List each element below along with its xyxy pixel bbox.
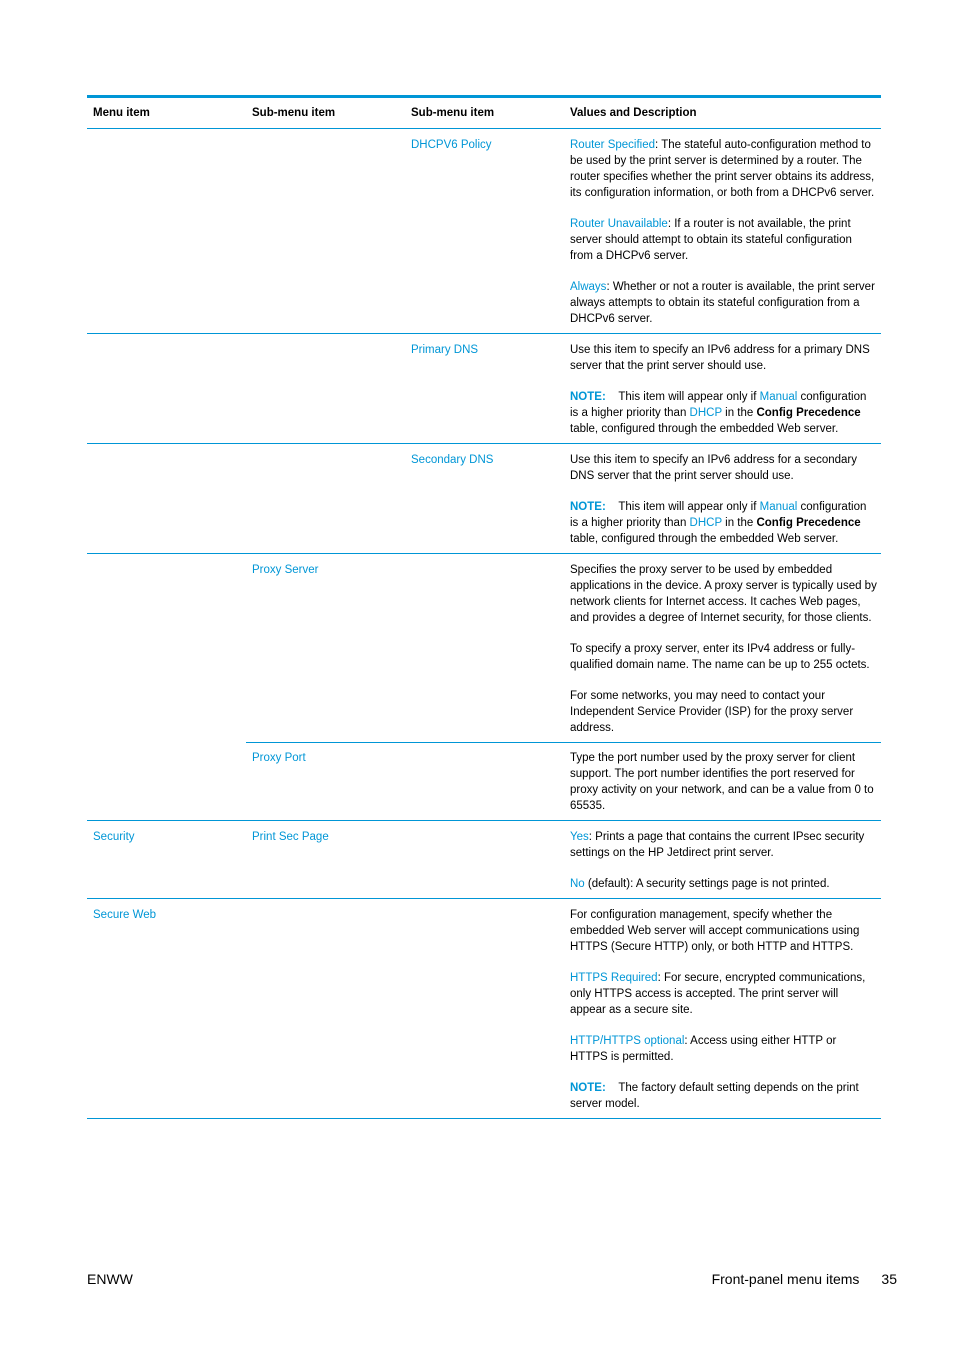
description-paragraph: Use this item to specify an IPv6 address for a secondary DNS server that the print server should use. bbox=[570, 454, 857, 482]
table-row-security bbox=[87, 821, 881, 899]
description-cell bbox=[564, 821, 881, 898]
footer-section-title: Front-panel menu items bbox=[711, 1271, 860, 1287]
note-text: This item will appear only if bbox=[618, 391, 760, 403]
menu-items-table bbox=[87, 95, 881, 1119]
description-text: : If a router is not available, the print server should attempt to obtain its stateful configuration from a DHCPv6 server. bbox=[570, 218, 852, 262]
table-header bbox=[87, 98, 881, 129]
dhcpv6-policy-link[interactable]: DHCPV6 Policy bbox=[411, 139, 492, 151]
sub1-cell bbox=[246, 334, 405, 443]
description-paragraph: For configuration management, specify whether the embedded Web server will accept communications using HTTPS (Secure HTTP) only, or both HTTP and HTTPS. bbox=[570, 909, 860, 953]
menu-cell bbox=[87, 334, 246, 443]
note-text: This item will appear only if bbox=[618, 501, 760, 513]
description-paragraph bbox=[570, 970, 877, 1018]
description-text: : For secure, encrypted communications, only HTTPS access is accepted. The print server will appear as a secure site. bbox=[570, 972, 866, 1016]
description-paragraph bbox=[570, 279, 877, 327]
description-paragraph bbox=[570, 137, 877, 201]
header-values-description: Values and Description bbox=[570, 107, 697, 119]
description-paragraph bbox=[570, 876, 877, 892]
router-unavailable-link[interactable]: Router Unavailable bbox=[570, 218, 668, 230]
description-paragraph: To specify a proxy server, enter its IPv4 address or fully-qualified domain name. The name can be up to 255 octets. bbox=[570, 643, 870, 671]
description-cell bbox=[564, 554, 881, 742]
sub1-cell bbox=[246, 899, 405, 1118]
description-text: (default): A security settings page is not printed. bbox=[584, 878, 830, 890]
config-precedence-bold: Config Precedence bbox=[756, 407, 861, 419]
description-paragraph bbox=[570, 216, 877, 264]
note-text: table, configured through the embedded Web server. bbox=[570, 533, 839, 545]
note-text: The factory default setting depends on the print server model. bbox=[570, 1082, 859, 1110]
description-text: : The stateful auto-configuration method to be used by the print server is determined by a router. The router specifies whether the print server obtains its address, its configuration information, or both from a DHCPv6 server. bbox=[570, 139, 875, 199]
description-cell bbox=[564, 899, 881, 1118]
sub1-cell bbox=[246, 444, 405, 553]
config-precedence-bold: Config Precedence bbox=[756, 517, 861, 529]
description-paragraph: Specifies the proxy server to be used by embedded applications in the device. A proxy server is typically used by network clients for Internet access. It caches Web pages, and provides a degree of Internet security, for those clients. bbox=[570, 564, 877, 624]
manual-link[interactable]: Manual bbox=[759, 501, 798, 513]
manual-link[interactable]: Manual bbox=[759, 391, 798, 403]
menu-cell bbox=[87, 742, 246, 820]
https-required-link[interactable]: HTTPS Required bbox=[570, 972, 658, 984]
note-text: in the bbox=[721, 517, 757, 529]
description-paragraph: Type the port number used by the proxy server for client support. The port number identifies the port reserved for proxy activity on your network, and can be a value from 0 to 65535. bbox=[570, 752, 874, 812]
description-paragraph: For some networks, you may need to contact your Independent Service Provider (ISP) for the proxy server address. bbox=[570, 690, 854, 734]
description-cell bbox=[564, 334, 881, 443]
menu-cell bbox=[87, 554, 246, 742]
note-label: NOTE: bbox=[570, 1082, 606, 1094]
note-text: configuration is a higher priority than bbox=[570, 501, 867, 529]
sub2-cell bbox=[405, 899, 564, 1118]
table-row-proxy-server bbox=[87, 554, 881, 742]
footer-right bbox=[712, 1271, 897, 1287]
table-row-secure-web bbox=[87, 899, 881, 1119]
description-paragraph: Use this item to specify an IPv6 address for a primary DNS server that the print server should use. bbox=[570, 344, 870, 372]
page-number: 35 bbox=[881, 1271, 897, 1287]
primary-dns-link[interactable]: Primary DNS bbox=[411, 344, 479, 356]
secondary-dns-link[interactable]: Secondary DNS bbox=[411, 454, 494, 466]
secure-web-link[interactable]: Secure Web bbox=[93, 909, 157, 921]
note-text: configuration is a higher priority than bbox=[570, 391, 867, 419]
note-label: NOTE: bbox=[570, 501, 606, 513]
description-paragraph bbox=[570, 1033, 877, 1065]
dhcp-link[interactable]: DHCP bbox=[689, 517, 722, 529]
router-specified-link[interactable]: Router Specified bbox=[570, 139, 656, 151]
table-row-secondary-dns bbox=[87, 444, 881, 554]
description-text: : Prints a page that contains the current IPsec security settings on the HP Jetdirect print server. bbox=[570, 831, 865, 859]
note-text: table, configured through the embedded Web server. bbox=[570, 423, 839, 435]
table-row-proxy-port bbox=[87, 742, 881, 821]
description-text: : Whether or not a router is available, the print server always attempts to obtain its stateful configuration from a DHCPv6 server. bbox=[570, 281, 875, 325]
sub2-cell bbox=[405, 554, 564, 742]
table-row-primary-dns bbox=[87, 334, 881, 444]
table-row-dhcpv6-policy bbox=[87, 129, 881, 334]
note-label: NOTE: bbox=[570, 391, 606, 403]
sub1-cell bbox=[246, 129, 405, 333]
description-cell bbox=[564, 129, 881, 333]
description-paragraph bbox=[570, 829, 877, 861]
proxy-port-link[interactable]: Proxy Port bbox=[252, 752, 306, 764]
note-paragraph bbox=[570, 499, 877, 547]
note-text: in the bbox=[721, 407, 757, 419]
header-sub-menu-item-1: Sub-menu item bbox=[252, 107, 336, 119]
note-paragraph bbox=[570, 1080, 877, 1112]
proxy-server-link[interactable]: Proxy Server bbox=[252, 564, 319, 576]
footer-left-label: ENWW bbox=[87, 1271, 133, 1287]
yes-link[interactable]: Yes bbox=[570, 831, 589, 843]
header-sub-menu-item-2: Sub-menu item bbox=[411, 107, 495, 119]
always-link[interactable]: Always bbox=[570, 281, 607, 293]
dhcp-link[interactable]: DHCP bbox=[689, 407, 722, 419]
menu-cell bbox=[87, 129, 246, 333]
note-paragraph bbox=[570, 389, 877, 437]
menu-cell bbox=[87, 444, 246, 553]
http-https-optional-link[interactable]: HTTP/HTTPS optional bbox=[570, 1035, 685, 1047]
description-cell bbox=[564, 444, 881, 553]
description-text: : Access using either HTTP or HTTPS is permitted. bbox=[570, 1035, 837, 1063]
header-menu-item: Menu item bbox=[93, 107, 150, 119]
sub2-cell bbox=[405, 742, 564, 820]
security-link[interactable]: Security bbox=[93, 831, 135, 843]
sub2-cell bbox=[405, 821, 564, 898]
print-sec-page-link[interactable]: Print Sec Page bbox=[252, 831, 329, 843]
no-link[interactable]: No bbox=[570, 878, 585, 890]
description-cell bbox=[564, 742, 881, 820]
